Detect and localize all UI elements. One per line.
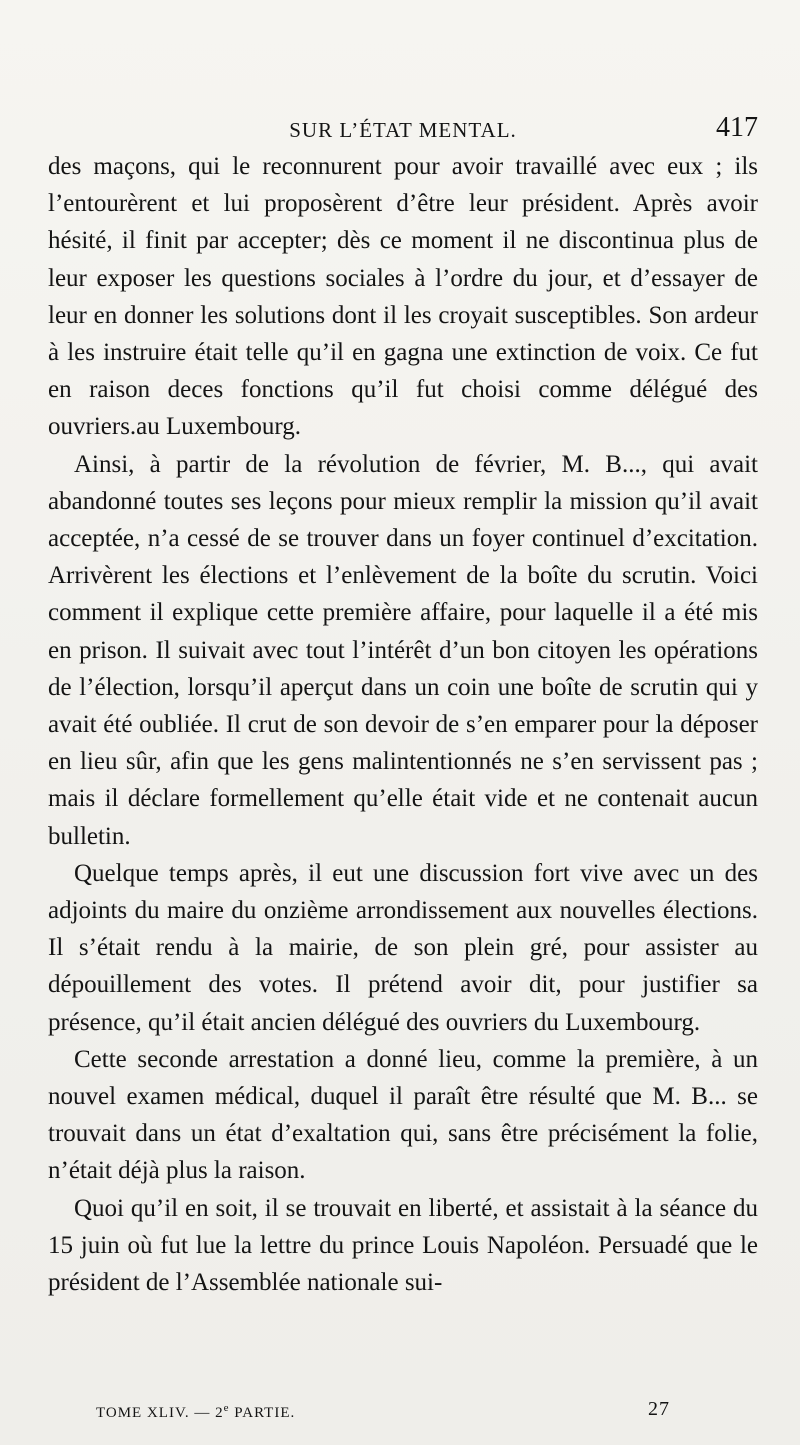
body-text (48, 148, 758, 1301)
paragraph: Ainsi, à partir de la révolution de février, M. B..., qui avait abandonné toutes ses leçons pour mieux remplir la mission qu’il avait acceptée, n’a cessé de se trouver dans un foyer continuel d’excitation. Arrivèrent les élections et l’enlèvement de la boîte du scrutin. Voici comment il explique cette première affaire, pour laquelle il a été mis en prison. Il suivait avec tout l’intérêt d’un bon citoyen les opérations de l’élection, lorsqu’il aperçut dans un coin une boîte de scrutin qui y avait été oubliée. Il crut de son devoir de s’en emparer pour la déposer en lieu sûr, afin que les gens malintentionnés ne s’en servissent pas ; mais il déclare formellement qu’elle était vide et ne contenait aucun bulletin. (48, 450, 758, 850)
page-header (48, 112, 758, 152)
signature-text: TOME XLIV. — 2 (96, 1405, 224, 1421)
signature-text-end: PARTIE. (229, 1405, 296, 1421)
signature-mark: 27 (648, 1398, 670, 1420)
signature-line (96, 1402, 295, 1422)
paragraph: des maçons, qui le reconnurent pour avoir travaillé avec eux ; ils l’entourèrent et lui proposèrent d’être leur président. Après avoir hésité, il finit par accepter; dès ce moment il ne discontinua plus de leur exposer les questions sociales à l’ordre du jour, et d’essayer de leur en donner les solutions dont il les croyait susceptibles. Son ardeur à les instruire était telle qu’il en gagna une extinction de voix. Ce fut en raison deces fonctions qu’il fut choisi comme délégué des ouvriers.au Luxembourg. (48, 153, 758, 441)
signature-superscript: e (223, 1402, 230, 1414)
paragraph: Cette seconde arrestation a donné lieu, comme la première, à un nouvel examen médical, duquel il paraît être résulté que M. B... se trouvait dans un état d’exaltation qui, sans être précisément la folie, n’était déjà plus la raison. (48, 1045, 758, 1185)
running-head: SUR L’ÉTAT MENTAL. (289, 118, 517, 142)
page-number: 417 (716, 112, 758, 143)
paragraph: Quelque temps après, il eut une discussion fort vive avec un des adjoints du maire du onzième arrondissement aux nouvelles élections. Il s’était rendu à la mairie, de son plein gré, pour assister au dépouillement des votes. Il prétend avoir dit, pour justifier sa présence, qu’il était ancien délégué des ouvriers du Luxembourg. (48, 859, 758, 1036)
paragraph: Quoi qu’il en soit, il se trouvait en liberté, et assistait à la séance du 15 juin où fut lue la lettre du prince Louis Napoléon. Persuadé que le président de l’Assemblée nationale sui- (48, 1194, 758, 1297)
page-footer (96, 1398, 670, 1426)
